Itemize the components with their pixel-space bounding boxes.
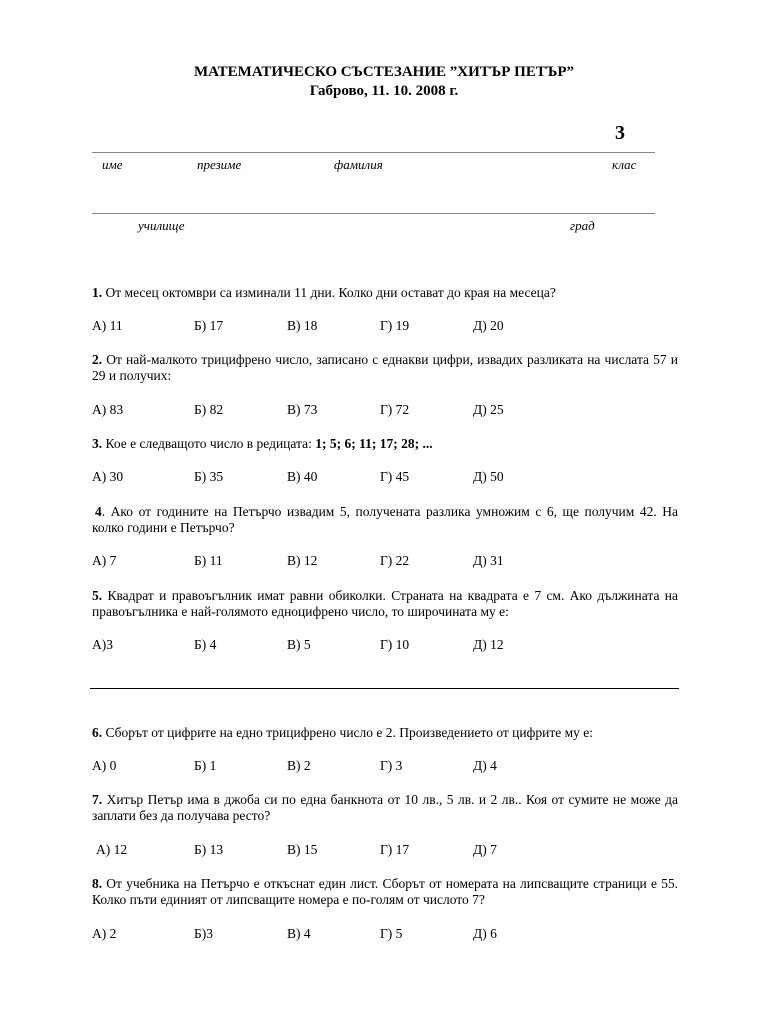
question-6: [92, 725, 678, 741]
answer-option[interactable]: В) 5: [287, 637, 311, 652]
answer-option[interactable]: Б) 35: [194, 469, 224, 484]
question-1: [92, 285, 678, 301]
answer-option[interactable]: В) 73: [287, 402, 318, 417]
question-number: 1.: [92, 285, 103, 300]
answer-option[interactable]: Г) 19: [380, 318, 410, 333]
answer-option[interactable]: Б) 17: [194, 318, 224, 333]
answer-option[interactable]: Б) 13: [194, 842, 224, 857]
page-subtitle: Габрово, 11. 10. 2008 г.: [309, 83, 459, 99]
answer-option[interactable]: В) 2: [287, 758, 311, 773]
question-number: 5.: [92, 588, 103, 603]
number-sequence: 1; 5; 6; 11; 17; 28; ...: [315, 436, 433, 451]
question-8: [92, 876, 678, 908]
answer-option[interactable]: А) 30: [92, 469, 124, 484]
question-3: [92, 436, 678, 452]
answer-option[interactable]: Д) 25: [473, 402, 504, 417]
answer-option[interactable]: В) 40: [287, 469, 318, 484]
answer-option[interactable]: Г) 3: [380, 758, 403, 773]
last-name-label: фамилия: [334, 157, 383, 172]
answer-option[interactable]: Г) 45: [380, 469, 410, 484]
school-line[interactable]: [92, 213, 655, 214]
answer-option[interactable]: Б) 11: [194, 553, 223, 568]
question-text: От учебника на Петърчо е откъснат един лист. Сборът от номерата на липсващите страници е 55. Колко пъти единият от липсващите номера е по-голям от числото 7?: [92, 876, 678, 907]
answer-option[interactable]: Б) 82: [194, 402, 224, 417]
answer-option[interactable]: А) 2: [92, 926, 117, 941]
answer-option[interactable]: Д) 12: [473, 637, 504, 652]
page-title: МАТЕМАТИЧЕСКО СЪСТЕЗАНИЕ ”ХИТЪР ПЕТЪР”: [194, 64, 574, 80]
answer-option[interactable]: Г) 22: [380, 553, 410, 568]
answer-option[interactable]: Г) 10: [380, 637, 410, 652]
question-text: . Ако от годините на Петърчо извадим 5, получената разлика умножим с 6, ще получим 42. На колко години е Петърчо?: [92, 504, 678, 535]
answer-option[interactable]: Б) 1: [194, 758, 217, 773]
school-label: училище: [138, 218, 185, 233]
question-5: [92, 588, 678, 620]
answer-option[interactable]: Д) 6: [473, 926, 497, 941]
answer-option[interactable]: Б)3: [194, 926, 213, 941]
middle-name-label: презиме: [197, 157, 242, 172]
question-number: 2.: [92, 352, 103, 367]
first-name-label: име: [102, 157, 123, 172]
question-2: [92, 352, 678, 384]
question-text: От най-малкото трицифрено число, записано с еднакви цифри, извадих разликата на числата 57 и 29 и получих:: [92, 352, 678, 383]
answer-option[interactable]: Д) 31: [473, 553, 504, 568]
answer-option[interactable]: А) 7: [92, 553, 117, 568]
question-number: 7.: [92, 792, 103, 807]
city-label: град: [570, 218, 595, 233]
answer-option[interactable]: А) 0: [92, 758, 117, 773]
answer-option[interactable]: А) 12: [96, 842, 128, 857]
answer-option[interactable]: А) 11: [92, 318, 123, 333]
answer-option[interactable]: Г) 72: [380, 402, 410, 417]
question-text: Хитър Петър има в джоба си по една банкнота от 10 лв., 5 лв. и 2 лв.. Коя от сумите не може да заплати без да получава ресто?: [92, 792, 678, 823]
answer-option[interactable]: Д) 50: [473, 469, 504, 484]
answer-option[interactable]: А) 83: [92, 402, 124, 417]
answer-option[interactable]: Д) 20: [473, 318, 504, 333]
question-number: 4: [95, 504, 102, 519]
section-divider: [90, 688, 679, 689]
question-text: Кое е следващото число в редицата:: [102, 436, 316, 451]
question-text: Квадрат и правоъгълник имат равни обиколки. Страната на квадрата е 7 см. Ако дължината на правоъгълника е най-голямото едноцифрено число, то широчината му е:: [92, 588, 678, 619]
question-text: От месец октомври са изминали 11 дни. Колко дни остават до края на месеца?: [102, 285, 556, 300]
grade-number: 3: [615, 122, 625, 144]
question-number: 6.: [92, 725, 103, 740]
answer-option[interactable]: А)3: [92, 637, 113, 652]
answer-option[interactable]: В) 18: [287, 318, 318, 333]
answer-option[interactable]: Г) 5: [380, 926, 403, 941]
question-number: 3.: [92, 436, 103, 451]
answer-option[interactable]: В) 15: [287, 842, 318, 857]
question-7: [92, 792, 678, 824]
question-4: [92, 504, 678, 536]
answer-option[interactable]: В) 4: [287, 926, 311, 941]
answer-option[interactable]: Б) 4: [194, 637, 217, 652]
name-line[interactable]: [92, 152, 655, 153]
question-text: Сборът от цифрите на едно трицифрено число е 2. Произведението от цифрите му е:: [102, 725, 594, 740]
answer-option[interactable]: Д) 7: [473, 842, 497, 857]
answer-option[interactable]: Г) 17: [380, 842, 410, 857]
answer-option[interactable]: Д) 4: [473, 758, 497, 773]
answer-option[interactable]: В) 12: [287, 553, 318, 568]
question-number: 8.: [92, 876, 103, 891]
class-label: клас: [612, 157, 637, 172]
